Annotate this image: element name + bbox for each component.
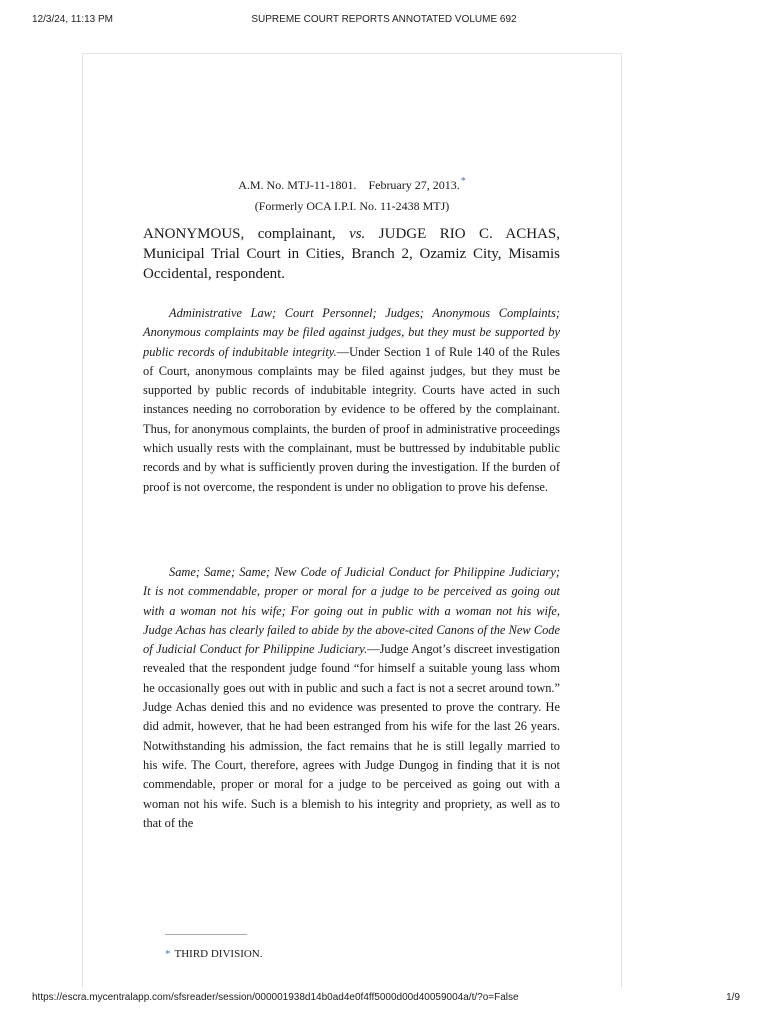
case-parties bbox=[143, 224, 560, 284]
footnote-marker: * bbox=[165, 948, 171, 960]
syllabus-paragraph bbox=[143, 304, 560, 497]
print-document-title: SUPREME COURT REPORTS ANNOTATED VOLUME 692 bbox=[251, 14, 517, 25]
parties-complainant: ANONYMOUS, complainant, bbox=[143, 226, 350, 242]
footnote bbox=[165, 948, 263, 960]
syllabus-text: —Judge Angot’s discreet investigation revealed that the respondent judge found “for himself a suitable young lass whom he occasionally goes out with in public and such a fact is not a secret around town.” Judge Achas denied this and no evidence was presented to prove the contrary. He did admit, however, that he had been estranged from his wife for the last 26 years. Notwithstanding his admission, the fact remains that he is still legally married to his wife. The Court, therefore, agrees with Judge Dungog in finding that it is not commendable, proper or moral for a judge to be perceived as going out with a woman not his wife. Such is a blemish to his integrity and propriety, as well as to that of the bbox=[143, 642, 560, 830]
formerly-case-number: (Formerly OCA I.P.I. No. 11-2438 MTJ) bbox=[254, 199, 450, 213]
syllabus-keywords: Administrative Law; Court Personnel; Judges; Anonymous Complaints; Anonymous complaints may be filed against judges, but they must be supported by public records of indubitable integrity. bbox=[143, 306, 560, 359]
footnote-divider bbox=[165, 934, 247, 935]
case-number-date: A.M. No. MTJ-11-1801. February 27, 2013. bbox=[238, 178, 460, 192]
parties-versus: vs. bbox=[349, 226, 366, 242]
print-url: https://escra.mycentralapp.com/sfsreader/session/000001938d14b0ad4e0f4ff5000d00d40059004a/t/?o=False bbox=[32, 992, 519, 1003]
syllabus-keywords: Same; Same; Same; New Code of Judicial Conduct for Philippine Judiciary; It is not commendable, proper or moral for a judge to be perceived as going out with a woman not his wife; For going out in public with a woman not his wife, Judge Achas has clearly failed to abide by the above-cited Canons of the New Code of Judicial Conduct for Philippine Judiciary. bbox=[143, 565, 560, 657]
document-page bbox=[82, 53, 622, 989]
print-datetime: 12/3/24, 11:13 PM bbox=[32, 14, 113, 25]
syllabus-text: —Under Section 1 of Rule 140 of the Rules of Court, anonymous complaints may be filed against judges, but they must be supported by public records of indubitable integrity. Courts have acted in such instances needing no corroboration by evidence to be offered by the complainant. Thus, for anonymous complaints, the burden of proof in administrative proceedings which usually rests with the complainant, must be buttressed by indubitable public records and by what is sufficiently proven during the investigation. If the burden of proof is not overcome, the respondent is under no obligation to prove his defense. bbox=[143, 344, 560, 494]
syllabus-paragraph bbox=[143, 563, 560, 833]
print-page-number: 1/9 bbox=[726, 992, 740, 1003]
footnote-reference-link[interactable]: * bbox=[460, 176, 466, 187]
parties-respondent: JUDGE RIO C. ACHAS, Municipal Trial Court in Cities, Branch 2, Ozamiz City, Misamis Occidental, respondent. bbox=[143, 226, 560, 282]
footnote-text: THIRD DIVISION. bbox=[174, 948, 263, 960]
case-number-line bbox=[82, 178, 622, 193]
